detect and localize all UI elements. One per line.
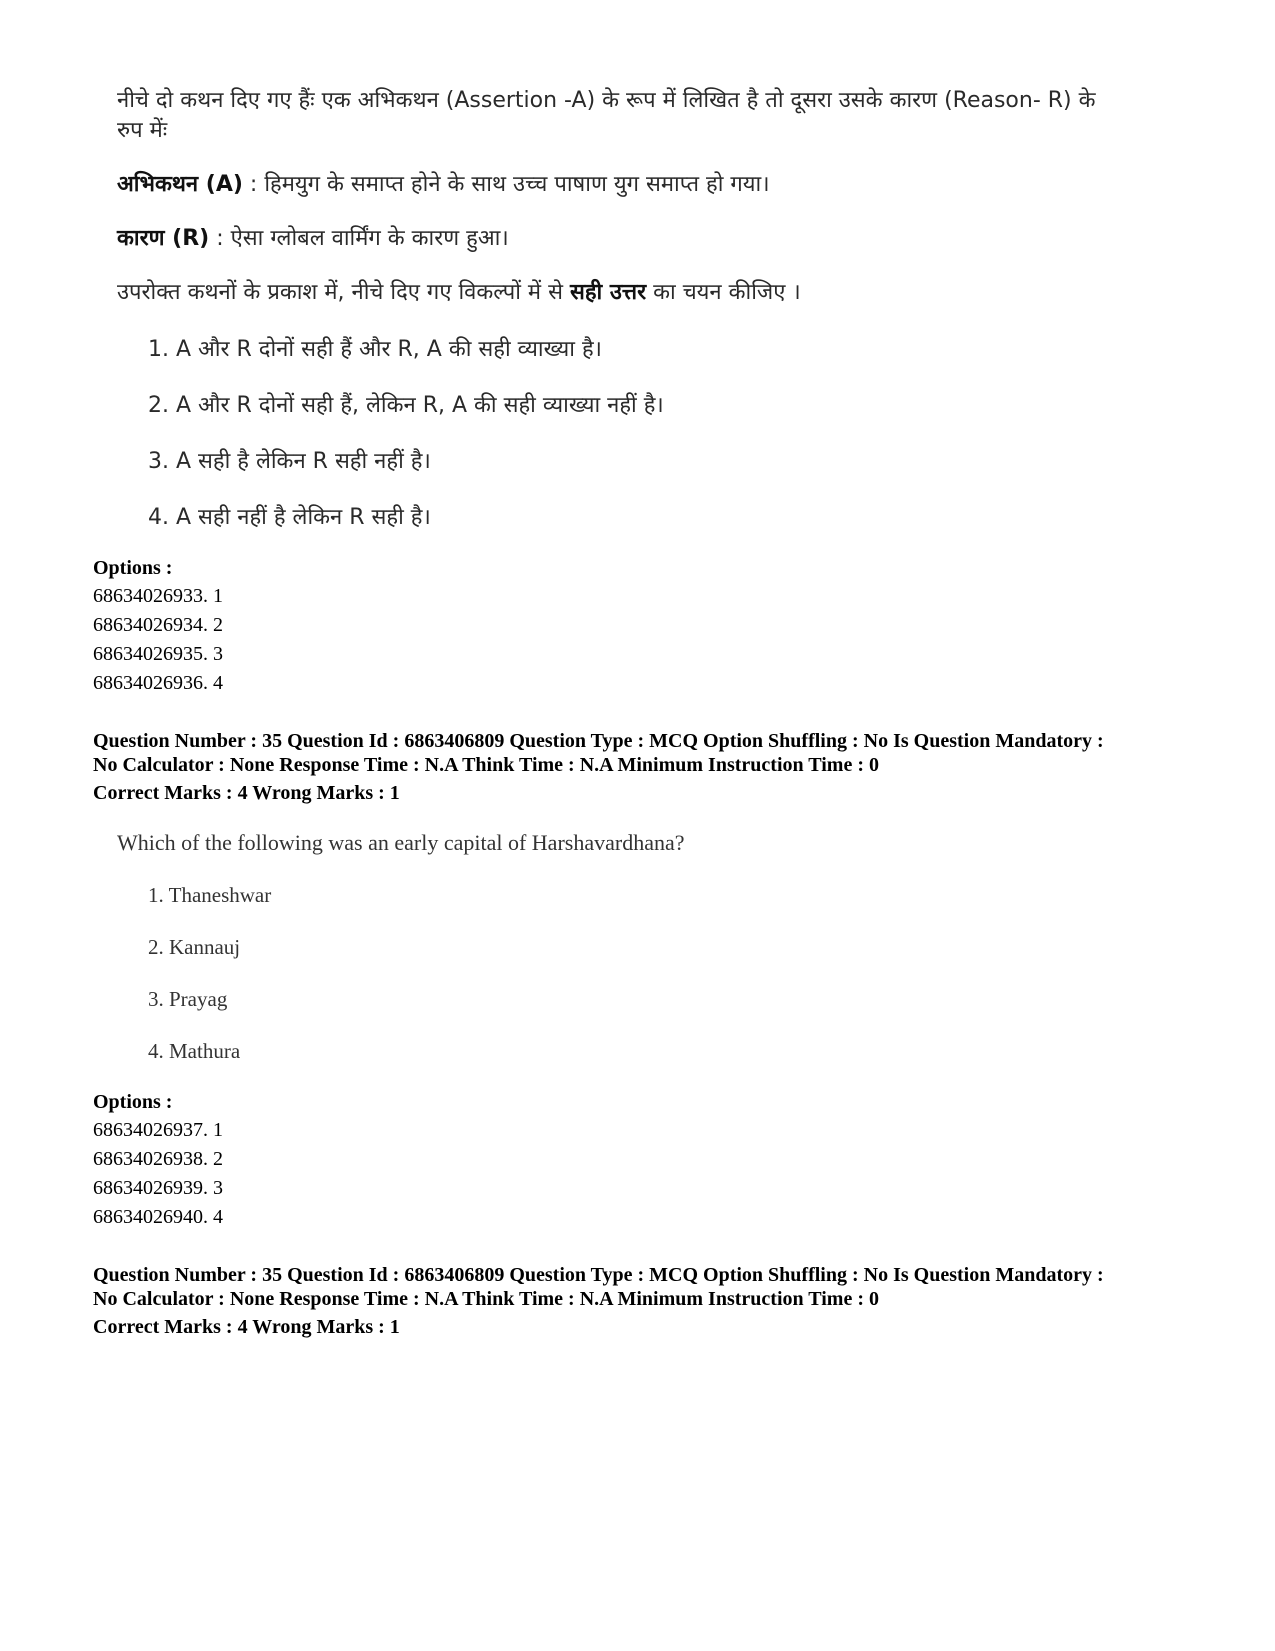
q34-options [93,554,223,698]
q36-marks: Correct Marks : 4 Wrong Marks : 1 [93,1316,400,1338]
q35-choice-2: 2. Kannauj [148,935,241,959]
q34-intro-line1: नीचे दो कथन दिए गए हैंः एक अभिकथन (Assertion -A) के रूप में लिखित है तो दूसरा उसके कारण (Reason- R) के [117,88,1096,113]
option-item: 68634026936. 4 [93,672,223,694]
instruction-pre: उपरोक्त कथनों के प्रकाश में, नीचे दिए गए विकल्पों में से [117,280,570,305]
q34-assertion [117,170,770,200]
q36-meta-line2: No Calculator : None Response Time : N.A Think Time : N.A Minimum Instruction Time : 0 [93,1288,879,1310]
instruction-bold: सही उत्तर [569,280,647,305]
q34-reason [117,224,509,254]
q35-options [93,1088,223,1232]
q35-meta-line2: No Calculator : None Response Time : N.A Think Time : N.A Minimum Instruction Time : 0 [93,754,879,776]
q35-question: Which of the following was an early capital of Harshavardhana? [117,830,685,855]
q34-intro-line2: रुप मेंः [117,118,168,143]
q35-meta-line1: Question Number : 35 Question Id : 6863406809 Question Type : MCQ Option Shuffling : No Is Question Mandatory : [93,730,1104,752]
q35-choice-3: 3. Prayag [148,987,228,1011]
assertion-label: अभिकथन (A) [117,172,243,197]
option-item: 68634026939. 3 [93,1177,223,1199]
options-title: Options : [93,557,173,579]
q34-choice-4: 4. A सही नहीं है लेकिन R सही है। [148,505,431,530]
reason-text: : ऐसा ग्लोबल वार्मिंग के कारण हुआ। [209,226,509,251]
option-item: 68634026938. 2 [93,1148,223,1170]
q35-choice-1: 1. Thaneshwar [148,883,272,907]
q34-choice-1: 1. A और R दोनों सही हैं और R, A की सही व्याख्या है। [148,337,602,362]
assertion-text: : हिमयुग के समाप्त होने के साथ उच्च पाषाण युग समाप्त हो गया। [242,172,770,197]
q34-choice-2: 2. A और R दोनों सही हैं, लेकिन R, A की सही व्याख्या नहीं है। [148,393,664,418]
q35-marks: Correct Marks : 4 Wrong Marks : 1 [93,782,400,804]
instruction-post: का चयन कीजिए । [646,280,801,305]
q35-meta [93,729,1104,777]
option-item: 68634026940. 4 [93,1206,223,1228]
option-item: 68634026933. 1 [93,585,223,607]
option-item: 68634026935. 3 [93,643,223,665]
q35-choice-4: 4. Mathura [148,1039,241,1063]
reason-label: कारण (R) [117,226,210,251]
option-item: 68634026937. 1 [93,1119,223,1141]
option-item: 68634026934. 2 [93,614,223,636]
q34-choice-3: 3. A सही है लेकिन R सही नहीं है। [148,449,431,474]
q36-meta-line1: Question Number : 35 Question Id : 6863406809 Question Type : MCQ Option Shuffling : No Is Question Mandatory : [93,1264,1104,1286]
q36-meta [93,1263,1104,1311]
options-title: Options : [93,1091,173,1113]
q34-instruction [117,278,801,308]
q34-intro [117,86,1096,146]
